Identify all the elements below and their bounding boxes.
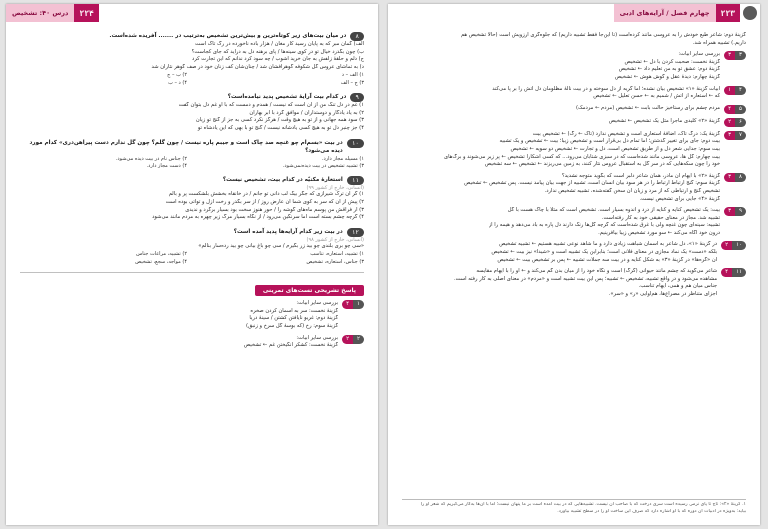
answer-intro (402, 32, 746, 47)
answer-item (402, 173, 746, 203)
answer-option: ۴) د – ب (168, 79, 187, 86)
question-source-tag: (انسانی، خارج از کشور ۹۸) (306, 236, 364, 243)
right-page-header-label: چهارم فصل / آرایه‌های ادبی (614, 4, 716, 22)
answer-badge (721, 241, 746, 250)
chapter-emblem-icon (743, 6, 757, 20)
answer-item (402, 207, 746, 237)
right-page-header (614, 4, 760, 22)
option-grid (20, 156, 364, 171)
answer-option: ۲) جناس نام در بیت دیده می‌شود. (115, 155, 187, 162)
left-page-header (6, 4, 99, 22)
answer-line: بلکه «دست» یک نماد مجازی در معنای فلانی است؛ بنابراین یک تشبیه است و «شیدا» نیز بیت ← تشخیص (491, 249, 718, 256)
footnote (402, 499, 746, 515)
answers-section (20, 272, 364, 350)
answer-line: گزینهٔ چهارم: دیدهٔ عقل و گوش هوش ← تشخیص (614, 73, 721, 80)
question (20, 32, 364, 87)
answer-line: اجزای متناظر در مصراع‌ها، هم‌آوایی «ر» و «سر». (608, 291, 718, 298)
answer-line: گزینهٔ «۲» با ایهام آن مادر، همان شاعر دلبر است که بگوید متوجه نشدید؟ (561, 172, 721, 179)
answer-item (402, 268, 746, 298)
answer-text (464, 173, 720, 203)
question-header (20, 228, 364, 237)
question (20, 176, 364, 221)
question-number: ۸ (350, 32, 364, 41)
right-page-content (402, 32, 746, 515)
answer-badge (342, 300, 364, 309)
question-line: ۳) سود همه جهانی و از تو به هیچ وقت / هرگز نکرد کسی به جز از گنج تو زیان (195, 117, 364, 124)
answer-text (444, 131, 720, 169)
answer-choice: ۴ (724, 105, 735, 114)
answer-index: ۱۰ (732, 241, 746, 250)
answer-line: گزینهٔ سوم: رخ (که بوسهٔ گل سرخ و زنبق) (246, 322, 339, 329)
answer-item (20, 300, 364, 330)
answer-index: ۲ (353, 335, 364, 344)
option-grid (20, 72, 364, 87)
answer-line: مردم چشم برای رستاخیز حالت بابت ← تشخیص (مردم ← مردمک) (576, 104, 721, 111)
answer-choice: ۴ (342, 300, 353, 309)
answer-line: که ← استعاره از آتش / شمیم به ← حسن تعلیل ← تشخیص (593, 93, 721, 100)
answer-line: گزینهٔ نخست: صحبت کردن با دل ← تشخیص (624, 58, 721, 65)
answer-index: ۱ (353, 300, 364, 309)
answer-index: ۷ (735, 131, 746, 140)
answer-choice: ۲ (724, 118, 735, 127)
answer-line: بررسی سایر ابیات: (296, 300, 339, 307)
answer-index: ۳ (735, 51, 746, 60)
answer-line: بیت چهارم: گل ها، عروسی مانند شده‌است که در سبزی شتابان می‌رود... که کسی آشکارا تشخیص ← پر زیر می‌شوند و برگ‌های (444, 153, 721, 160)
answer-line: گزینهٔ سوم: گنج ارتباط ارتباط را در هر سود بیان انسان است، تشبیه از جهت بیان پیامد نیست. پس تشخیص ← تشخیص (464, 180, 721, 187)
option-grid (20, 251, 364, 266)
answer-line: بررسی سایر ابیات: (678, 51, 721, 58)
answer-line: شاعر می‌گوید که چشم مانند حیوانی (گرگ) است و نگاه خود را از میان بدن گم می‌کند و ← او را با ایهام مقایسه (476, 268, 718, 275)
left-page-content (20, 32, 364, 515)
answer-choice: ۲ (721, 241, 732, 250)
answer-line: بیت سوم: جدایی شعر دل و از طریق تشخیص است، دل و تجارت ← تشخیص دو سویه ← تشخیص (510, 145, 721, 152)
answers-section-title: پاسخ تشریحی تست‌های تمرینی (255, 285, 364, 296)
answer-line: بررسی سایر ابیات: (296, 334, 339, 341)
answer-line: تشبیه: سینه‌ای چون غنچه ولی با غرق شده‌است که گرچه گل‌ها رنگ دارند دل پاره به باد می‌دهد و هیمه را از (488, 222, 721, 229)
answer-line: جناس میان هم و همی، ایهام تناسب. (638, 283, 718, 290)
question-line: ۴) گرچه چشم بسته است اما سرنگین می‌رود / از نگاه بسیار مرگ زیر چهره به مردم مانند می‌شود (152, 214, 364, 221)
answer-item (402, 105, 746, 114)
question-line: ۱) گر آن ترک شیرازی که جگر بیگ لب دانی تو جانم / در خانقاه بخشش بلشکست پر و بالم (168, 191, 364, 198)
answer-badge (724, 105, 746, 114)
answer-list (20, 300, 364, 350)
answer-badge (724, 131, 746, 140)
answer-option: ۱) تشبیه، استعاره، تناسب (310, 251, 364, 258)
answer-line: گزینهٔ یک: درگ تاک، اضافهٔ استعاری است و تشخیص ندارد (تاک ← رگ) ← تشخیص بیت (532, 130, 721, 137)
question-number: ۱۲ (347, 228, 364, 237)
answer-text (244, 335, 338, 350)
answer-item (402, 118, 746, 127)
answer-text (492, 86, 720, 101)
answer-choice: ۲ (342, 335, 353, 344)
left-page (6, 4, 378, 525)
answer-choice: ۳ (724, 131, 735, 140)
answer-line: در گزینهٔ «۱»، دل شاعر به آسمان شباهت زیادی دارد و ما شاهد نوعی تشبیه هستیم ← تشبیه تشخیص (499, 241, 718, 248)
answer-line: گزینهٔ نخست: سر به آسمان کردن صخره (250, 307, 339, 314)
answer-text (576, 105, 720, 113)
question (20, 139, 364, 171)
answer-line: بیت: یک تشخیص کنایه و کنایه از درد و اندوه بسیار است. تشخیص است که مثلا با چاک هست با گل (507, 207, 721, 214)
question-number: ۱۱ (347, 176, 364, 185)
answer-line: تشبیه شد. مجاز در معنای حقیقی خود به کار رفته‌است. (601, 214, 721, 221)
intro-line: داریم.) تشبیه همراه شد. (692, 39, 746, 46)
question-source-tag: (انسانی، خارج از کشور ۹۹) (306, 185, 364, 192)
answer-badge (724, 173, 746, 182)
answer-index: ۱۱ (732, 268, 746, 277)
answer-badge (724, 118, 746, 127)
answer-item (20, 335, 364, 350)
question-line: ۱) غم در دل تنگ من از آن است که نیست / همدم و دمست که با او غم دل بتوان گفت (178, 102, 364, 109)
question-text: در کدام بیت آرایهٔ تشخیص پدید نیامده‌است؟ (227, 94, 347, 101)
right-page (388, 4, 760, 525)
answer-option: ۴) مواجه، سجع، تشخیص (135, 258, 187, 265)
left-page-number: ۲۲۴ (74, 4, 98, 22)
question-line: الف) گمان مبر که به پایان رسید کار مغان / هزار باده ناخورده در رگ تاک است (195, 41, 364, 47)
answer-text (615, 51, 720, 81)
answer-item (402, 241, 746, 264)
answer-text (609, 118, 720, 126)
left-page-header-label: درس ۴۰: تشخیص (6, 4, 74, 22)
answer-choice: ۳ (724, 173, 735, 182)
question-line: ب) چون بگذرد خیال تو در کوی سینه‌ها / پای برهنه دل به درآید که جای کجاست؟ (191, 48, 364, 55)
answer-line: گزینهٔ «۲» کلیدی ماجرا مثل یک تشخیص ← تشخیص (608, 117, 721, 124)
answer-badge (724, 51, 746, 60)
answer-option: ۲) تشبیه، مراعات جناس (136, 251, 187, 258)
answer-text (454, 268, 717, 298)
question-line: ۴) جز چنبر دل تو به هیچ کسی یادشانه نیست / گنج تو با بهی که این یادشاه تو (197, 124, 364, 131)
answer-option: ۳) جناس، استعاره، تشخیص (306, 258, 364, 265)
answer-item (402, 51, 746, 81)
answer-badge (342, 335, 364, 344)
answer-option: ۳) ج – الف (340, 79, 364, 86)
question-line: ۲) پیش از آن که سر به کوی شما آن عارض روز / از سر بگذر و رخت ازل و تواتی بوده است (165, 198, 364, 205)
answer-badge (724, 207, 746, 216)
question-header (20, 93, 364, 102)
question (20, 93, 364, 132)
question (20, 228, 364, 266)
answer-choice: ۱ (724, 86, 735, 95)
answer-line: گزینهٔ دوم: غریو نایافتن کشتن / سینهٔ دریا (249, 315, 339, 322)
answer-line: گزینهٔ نخست: کشکر انگیختن غم ← تشخیص (243, 342, 339, 349)
answer-index: ۹ (735, 207, 746, 216)
answer-option: ۳) تشبیه تشخیص در بیت دیده‌نمی‌شود. (282, 162, 364, 169)
intro-line: گزینهٔ دوم: شاعر طبع خودش را به عروسی مانند کرده‌است (تا این‌جا فقط تشبیه داریم) که جلوه‌گری آرزویش است (حالا تشخیص هم (460, 32, 746, 38)
answer-option: ۲) ب – ج (167, 72, 187, 79)
answer-line: تشخیص گنج و ارتباطی که از مرد و زیان آن سخن گفته‌شده، تشبیه تشخیص ندارد. (544, 187, 721, 194)
answer-line: بیت دوم: جای برای تغییر گذشتن؛ اما تمام دل بی‌قرار است و تشخیص زیبا؛ بیت ← تشخیص و یک تشبیه (499, 138, 721, 145)
question-header (20, 139, 364, 155)
question-line: ج) دلم و حلقهٔ زلفش به جان خرید آشوب / چه سود کرد ندانم که این تجارت کرد (191, 56, 364, 63)
answer-option: ۱) مسیله مجاز دارد. (321, 155, 364, 162)
answer-option: ۴) دست مجاز دارد. (146, 162, 187, 169)
answer-option: ۱) الف – د (341, 72, 364, 79)
question-text: در میان بیت‌های زیر کوتاه‌ترین و بیش‌ترین تشخیص به‌ترتیب در ....... آفریده شده‌است. (109, 33, 347, 39)
answer-text (489, 207, 720, 237)
footnote-line: بیاید: به‌ویژه در ادبیات آن دوره که با او اشاره دارد که صرف این ساخت او را در سطح تشبیه بیاورد. (557, 508, 746, 514)
question-list (20, 32, 364, 266)
question-line: ۳) ار فراقش من پوسم ماه‌های گوشه را / حور هنوز سخت بود بسیار برگرد و ندیدی (185, 206, 364, 213)
answer-text (246, 300, 338, 330)
answer-line: خود را چون سکه‌هایی که در سر گل به استقبال عروس نثار کنند، به زمین می‌ریزند ← تشخیص ← سه تشخیص (484, 161, 721, 168)
footnote-line: ۱. گزینهٔ «۲»: تاج تا پای نرمی رسیده است سری درخت که با صاحب آن نیست. تشبیه‌هایی که در بیت آمده است بر ما پنهان نیست؛ ‌اما با آن‌ها به‌کار می‌گیریم که شعر او را (420, 502, 746, 508)
question-line: ۲) به یاد یادگار و دوستداران / موافق گرد با ابر بهاران (249, 109, 364, 116)
answer-choice: ۴ (721, 268, 732, 277)
answer-line: ابیات گزینهٔ «۱» تشخیص بیان نشده؛ اما گریه از دل سوخته و در بیت نالهٔ مظلومان دل آتش را بر پا می‌کند (492, 85, 721, 92)
answer-badge (721, 268, 746, 277)
answer-item (402, 86, 746, 101)
answer-text (491, 241, 717, 264)
question-text: استعارهٔ مکنیّه در کدام بیت، تشخیص نیست؟ (222, 177, 343, 184)
answer-line: درون خود آگاه می‌کند ← سو مورد تشخیص زیبا بیافرینیم. (598, 229, 721, 236)
question-header (20, 176, 364, 185)
answer-index: ۶ (735, 118, 746, 127)
question-text: در بیت زیر کدام آرایه‌ها پدید آمده است؟ (233, 228, 343, 235)
answer-choice: ۳ (724, 51, 735, 60)
right-page-number: ۲۲۳ (716, 4, 740, 22)
answer-index: ۴ (735, 86, 746, 95)
answer-choice: ۳ (724, 207, 735, 216)
question-line: د) به تماشای عروس گل شکوفه گوهرافشان شد / چنان‌شان کف زنان خود در صف گوهر نثاران شد (151, 63, 364, 70)
question-number: ۹ (350, 93, 364, 102)
answer-badge (724, 86, 746, 95)
question-text: در بیت «بسم‌ام چو غنچه صد چاک است و جیبم پاره نیست / چون گلم؟ چون گل ندارم دست پیراهن‌دری» کدام مورد دیده می‌شود؟ (29, 139, 343, 154)
answer-line: مشاهده می‌شود و در واقع تشبیه، تشخیص ← تشبیه؛ پس این بیت تشبیه است و «مردم» در معنای اصلی به کار رفته است. (454, 275, 718, 282)
answer-line: آن «گره‌ها» در گزینهٔ «۳» به شکل کنایه و در بیت سه جملات تشبیه ← پس بر تشخیص بیت ← تشخیص (497, 256, 718, 263)
question-line: «سی چو بری بلندی چو بید زر بگیرم / سی چو باغ بیانی چو بید رده‌سار بنالم» (198, 242, 364, 249)
answer-list (402, 51, 746, 298)
answer-line: گزینهٔ «۴» جایی برای تشخیص نیست. (639, 195, 721, 202)
answer-item (402, 131, 746, 169)
answer-index: ۵ (735, 105, 746, 114)
answer-line: گزینهٔ دوم: عشق تو به من تعلیم داد ← تشخیص (618, 66, 721, 73)
answer-index: ۸ (735, 173, 746, 182)
question-header (20, 32, 364, 41)
question-number: ۱۰ (347, 139, 364, 148)
